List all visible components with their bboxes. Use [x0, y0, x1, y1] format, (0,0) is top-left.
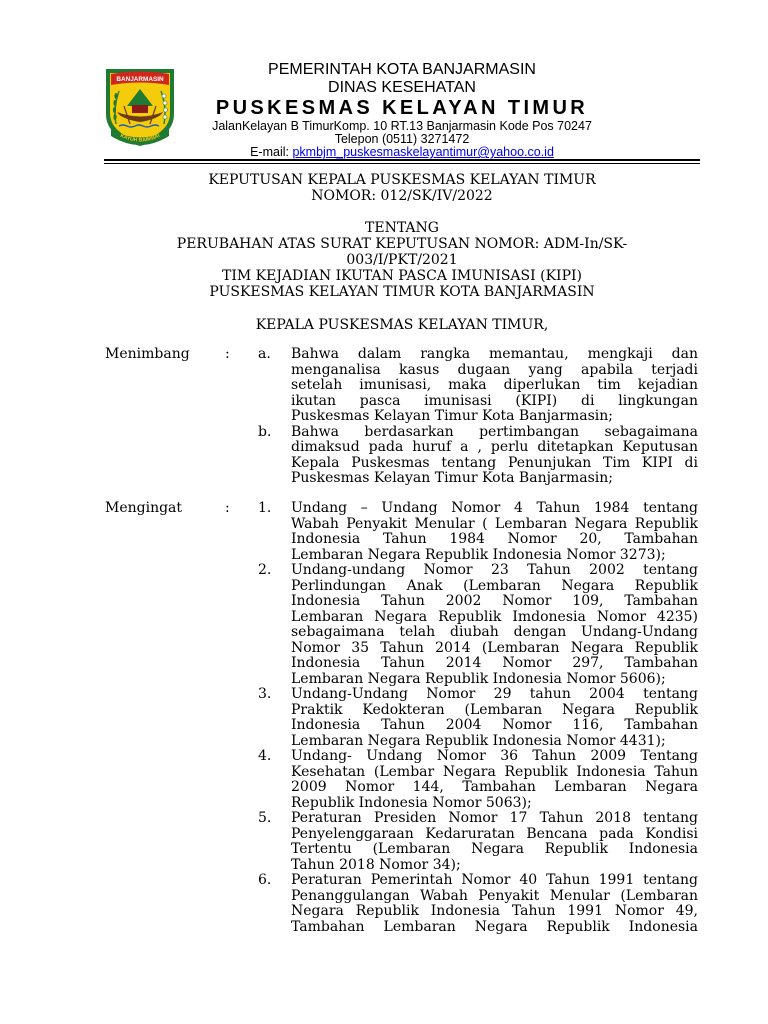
item-text	[291, 563, 698, 687]
item-number: 2.	[258, 562, 272, 578]
emblem-icon	[104, 66, 176, 148]
item-number: 6.	[258, 872, 272, 888]
mengingat-label: Mengingat	[105, 500, 183, 516]
city-emblem-logo	[104, 66, 176, 148]
text-line: Nomor 35 Tahun 2014 (Lembaran Negara Republik	[291, 639, 698, 656]
item-number: 4.	[258, 748, 272, 764]
text-line: Praktik Kedokteran (Lembaran Negara Republik	[291, 701, 698, 718]
organization-name: PUSKESMAS KELAYAN TIMUR	[215, 97, 589, 119]
item-text	[291, 687, 698, 749]
text-line: ikutan pasca imunisasi (KIPI) di lingkungan	[291, 392, 698, 409]
menimbang-colon: :	[225, 346, 230, 362]
decree-authority: KEPALA PUSKESMAS KELAYAN TIMUR,	[255, 317, 549, 333]
emblem-top-text: BANJARMASIN	[116, 76, 164, 83]
mengingat-item	[258, 811, 698, 873]
mengingat-item	[258, 873, 698, 935]
item-text	[291, 501, 698, 563]
menimbang-item	[258, 347, 698, 425]
text-line: Undang- Undang Nomor 36 Tahun 2009 Tentang	[291, 748, 698, 764]
item-text	[291, 425, 698, 487]
item-marker: b.	[258, 423, 272, 440]
item-text	[291, 749, 698, 811]
text-line: 2009 Nomor 144, Tambahan Lembaran Negara	[291, 779, 698, 795]
item-marker: a.	[258, 346, 271, 362]
text-line: Kesehatan (Lembar Negara Republik Indonesia Tahun	[291, 763, 698, 780]
item-text	[291, 873, 698, 935]
mengingat-item	[258, 501, 698, 563]
menimbang-item	[258, 425, 698, 487]
tentang-heading: TENTANG	[365, 220, 439, 236]
mengingat-section	[105, 501, 698, 935]
text-line: Indonesia Tahun 2002 Nomor 109, Tambahan	[291, 593, 698, 609]
item-number: 3.	[258, 686, 272, 702]
mengingat-item	[258, 687, 698, 749]
decree-title-block	[150, 172, 654, 300]
text-line: Bahwa dalam rangka memantau, mengkaji dan	[291, 346, 698, 362]
menimbang-label: Menimbang	[105, 346, 190, 362]
text-line: dimaksud pada huruf a , perlu ditetapkan Keputusan	[291, 439, 698, 455]
decree-subject-line: TIM KEJADIAN IKUTAN PASCA IMUNISASI (KIPI)	[222, 268, 582, 284]
text-line: Peraturan Pemerintah Nomor 40 Tahun 1991 tentang	[291, 872, 698, 888]
mengingat-colon: :	[225, 500, 230, 516]
decree-number: NOMOR: 012/SK/IV/2022	[311, 188, 493, 204]
text-line: Bahwa berdasarkan pertimbangan sebagaimana	[291, 423, 698, 440]
text-line: Lembaran Negara Republik Indonesia Nomor 5606);	[291, 670, 666, 687]
text-line: Tambahan Lembaran Negara Republik Indonesia	[291, 918, 698, 935]
emblem-bottom-text: KAYUH BAIMBAI	[119, 132, 161, 144]
mengingat-item	[258, 563, 698, 687]
text-line: menganalisa kasus dugaan yang apabila terjadi	[291, 361, 698, 378]
text-line: Republik Indonesia Nomor 5063);	[291, 794, 532, 811]
text-line: Penyelenggaraan Kedaruratan Bencana pada Kondisi	[291, 825, 698, 842]
item-number: 1.	[258, 500, 272, 516]
text-line: Indonesia Tahun 2004 Nomor 116, Tambahan	[291, 717, 698, 733]
decree-heading: KEPUTUSAN KEPALA PUSKESMAS KELAYAN TIMUR	[208, 172, 596, 188]
email-label: E-mail:	[250, 145, 289, 159]
text-line: Lembaran Negara Republik Imdonesia Nomor 4235)	[291, 608, 698, 625]
menimbang-section	[105, 347, 698, 487]
emblem-house-body	[132, 105, 148, 113]
text-line: Undang-undang Nomor 23 Tahun 2002 tentang	[291, 562, 698, 578]
item-number: 5.	[258, 810, 272, 826]
text-line: Wabah Penyakit Menular ( Lembaran Negara Republik	[291, 515, 698, 532]
text-line: setelah imunisasi, maka diperlukan tim kejadian	[291, 377, 698, 393]
text-line: sebagaimana telah diubah dengan Undang-Undang	[291, 624, 698, 640]
text-line: Indonesia Tahun 1984 Nomor 20, Tambahan	[291, 531, 698, 547]
text-line: Undang – Undang Nomor 4 Tahun 1984 tentang	[291, 500, 698, 516]
address-line: JalanKelayan B TimurKomp. 10 RT.13 Banjarmasin Kode Pos 70247	[212, 119, 592, 133]
text-line: Kepala Puskesmas tentang Penunjukan Tim KIPI di	[291, 454, 698, 471]
decree-subject-line: PERUBAHAN ATAS SURAT KEPUTUSAN NOMOR: ADM-In/SK-	[176, 236, 628, 252]
government-name: PEMERINTAH KOTA BANJARMASIN	[268, 61, 536, 78]
item-text	[291, 811, 698, 873]
text-line: Lembaran Negara Republik Indonesia Nomor 4431);	[291, 732, 666, 749]
item-text	[291, 347, 698, 425]
text-line: Undang-Undang Nomor 29 tahun 2004 tentang	[291, 686, 698, 702]
phone-line: Telepon (0511) 3271472	[334, 132, 470, 146]
letterhead-rule-thin	[104, 163, 700, 164]
mengingat-item	[258, 749, 698, 811]
email-link[interactable]: pkmbjm_puskesmaskelayantimur@yahoo.co.id	[292, 145, 554, 159]
text-line: Lembaran Negara Republik Indonesia Nomor 3273);	[291, 546, 666, 563]
text-line: Negara Republik Indonesia Tahun 1991 Nomor 49,	[291, 903, 698, 919]
text-line: Puskesmas Kelayan Timur Kota Banjarmasin;	[291, 470, 613, 486]
letterhead-rule-thick	[104, 159, 700, 161]
text-line: Puskesmas Kelayan Timur Kota Banjarmasin;	[291, 408, 613, 424]
text-line: Perlindungan Anak (Lembaran Negara Republik	[291, 577, 698, 594]
text-line: Indonesia Tahun 2014 Nomor 297, Tambahan	[291, 655, 698, 671]
text-line: Tertentu (Lembaran Negara Republik Indonesia	[291, 841, 698, 857]
text-line: Penanggulangan Wabah Penyakit Menular (Lembaran	[291, 887, 698, 904]
decree-subject-line: PUSKESMAS KELAYAN TIMUR KOTA BANJARMASIN	[209, 284, 595, 300]
decree-subject-line: 003/I/PKT/2021	[346, 252, 458, 268]
letterhead	[200, 61, 604, 159]
text-line: Tahun 2018 Nomor 34);	[291, 856, 461, 873]
department-name: DINAS KESEHATAN	[328, 79, 476, 96]
text-line: Peraturan Presiden Nomor 17 Tahun 2018 tentang	[291, 810, 698, 826]
email-line	[200, 146, 604, 159]
